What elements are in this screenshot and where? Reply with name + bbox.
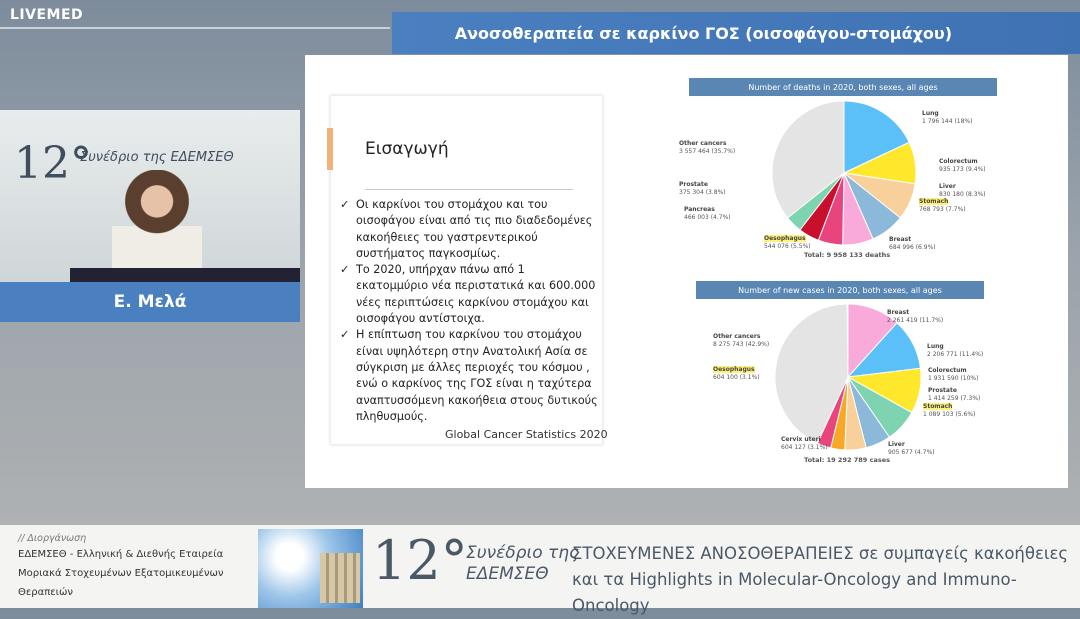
slice-label xyxy=(679,181,726,197)
slide-heading: Εισαγωγή xyxy=(365,139,449,159)
organizer-info xyxy=(18,533,223,602)
slice-name: Liver xyxy=(939,183,956,190)
slice-label xyxy=(939,158,986,174)
slice-name: Stomach xyxy=(923,403,953,410)
slice-name: Lung xyxy=(922,110,939,117)
bullet-item: ✓ Η επίπτωση του καρκίνου του στομάχου είναι υψηλότερη στην Ανατολική Ασία σε σύγκριση με άλλες περιοχές του κόσμου , ενώ ο καρκίνος της ΓΟΣ είναι η ταχύτερα αναπτυσσόμενη κακοήθεια στους δυτικούς πληθυσμούς. xyxy=(340,327,600,425)
slice-label xyxy=(713,333,769,349)
organizer-line: Μοριακά Στοχευμένων Εξατομικευμένων xyxy=(18,568,224,579)
slice-value: 604 100 (3.1%) xyxy=(713,374,760,381)
slice-name: Prostate xyxy=(928,387,957,394)
organizer-title: // Διοργάνωση xyxy=(18,533,87,544)
slice-name: Breast xyxy=(889,236,912,243)
speaker-figure xyxy=(112,170,202,282)
slice-value: 544 076 (5.5%) xyxy=(764,243,811,250)
slice-value: 905 677 (4.7%) xyxy=(888,449,935,456)
slice-name: Oesophagus xyxy=(713,366,755,373)
slice-label xyxy=(922,110,972,126)
accent-bar xyxy=(327,128,333,170)
slide-title: Ανοσοθεραπεία σε καρκίνο ΓΟΣ (οισοφάγου-στομάχου) xyxy=(454,23,952,43)
chart-title: Number of deaths in 2020, both sexes, all ages xyxy=(689,78,997,96)
deaths-pie-chart xyxy=(679,78,999,263)
congress-title-line: Συνέδριο της xyxy=(466,543,579,563)
slice-name: Liver xyxy=(888,441,905,448)
speaker-name-bar xyxy=(0,282,300,322)
slice-label xyxy=(928,367,978,383)
slide-title-bar xyxy=(392,12,1080,54)
footer-banner xyxy=(0,525,1080,615)
organizer-line: Θεραπειών xyxy=(18,587,73,598)
slice-label xyxy=(919,198,966,214)
speaker-video xyxy=(0,110,300,282)
slice-value: 2 206 771 (11.4%) xyxy=(927,351,984,358)
presentation-slide xyxy=(305,55,1068,488)
slice-value: 8 275 743 (42.9%) xyxy=(713,341,770,348)
slice-value: 1 089 103 (5.6%) xyxy=(923,411,976,418)
slice-value: 830 180 (8.3%) xyxy=(939,191,986,198)
slice-value: 1 796 144 (18%) xyxy=(922,118,973,125)
slice-name: Colorectum xyxy=(939,158,978,165)
slice-name: Lung xyxy=(927,343,944,350)
slice-name: Breast xyxy=(887,309,910,316)
source-citation: Global Cancer Statistics 2020 xyxy=(445,428,608,441)
slice-name: Stomach xyxy=(919,198,949,205)
speaker-name: Ε. Μελά xyxy=(113,292,187,312)
slice-name: Colorectum xyxy=(928,367,967,374)
slice-name: Cervix uteri xyxy=(781,436,821,443)
slice-label xyxy=(928,387,980,403)
slice-label xyxy=(923,403,975,419)
laptop xyxy=(70,268,300,282)
video-backdrop-number: 12° xyxy=(14,138,92,189)
caryatids xyxy=(320,553,360,603)
slice-name: Oesophagus xyxy=(764,235,806,242)
divider xyxy=(0,27,390,29)
slice-label xyxy=(927,343,983,359)
slice-value: 375 304 (3.8%) xyxy=(679,189,726,196)
heading-underline xyxy=(365,189,573,190)
slice-value: 466 003 (4.7%) xyxy=(684,214,731,221)
congress-title xyxy=(466,543,579,585)
slice-value: 684 996 (6.9%) xyxy=(889,244,936,251)
slice-name: Other cancers xyxy=(679,140,727,147)
bullet-item: ✓ Οι καρκίνοι του στομάχου και του οισοφάγου είναι από τις πιο διαδεδομένες κακοήθειες του γαστρεντερικού συστήματος παγκοσμίως. xyxy=(340,197,600,262)
slice-label xyxy=(684,206,731,222)
slice-name: Pancreas xyxy=(684,206,715,213)
congress-number: 12° xyxy=(372,529,468,592)
slice-label xyxy=(679,140,735,156)
cases-pie-chart xyxy=(696,281,996,466)
slice-value: 935 173 (9.4%) xyxy=(939,166,986,173)
slice-value: 2 261 419 (11.7%) xyxy=(887,317,944,324)
slice-label xyxy=(939,183,986,199)
chart-total: Total: 9 958 133 deaths xyxy=(804,251,891,259)
acropolis-photo xyxy=(258,529,363,608)
slice-label xyxy=(781,436,828,452)
slice-value: 1 931 590 (10%) xyxy=(928,375,979,382)
subtitle-line: και τα Highlights in Molecular-Oncology and Immuno-Oncology xyxy=(572,570,1017,615)
video-backdrop-text: Συνέδριο της ΕΔΕΜΣΕΘ xyxy=(80,150,234,165)
chart-title: Number of new cases in 2020, both sexes, all ages xyxy=(696,281,984,299)
organizer-line: ΕΔΕΜΣΕΘ - Ελληνική & Διεθνής Εταιρεία xyxy=(18,549,224,560)
congress-subtitle xyxy=(572,541,1080,619)
slice-value: 3 557 464 (35.7%) xyxy=(679,148,736,155)
livemed-logo: LIVEMED xyxy=(10,7,84,23)
slice-label xyxy=(888,441,935,457)
chart-total: Total: 19 292 789 cases xyxy=(804,456,890,464)
slice-value: 1 414 259 (7.3%) xyxy=(928,395,981,402)
slice-name: Prostate xyxy=(679,181,708,188)
slice-label xyxy=(889,236,936,252)
bullet-item: ✓ Το 2020, υπήρχαν πάνω από 1 εκατομμύριο νέα περιστατικά και 600.000 νέες περιπτώσεις καρκίνου στομάχου και οισοφάγου αντίστοιχα. xyxy=(340,262,600,327)
slice-label xyxy=(764,235,811,251)
slice-name: Other cancers xyxy=(713,333,761,340)
subtitle-line: ΣΤΟΧΕΥΜΕΝΕΣ ΑΝΟΣΟΘΕΡΑΠΕΙΕΣ σε συμπαγείς κακοήθειες xyxy=(572,544,1069,563)
congress-title-line: ΕΔΕΜΣΕΘ xyxy=(466,564,549,584)
bullet-list xyxy=(340,197,600,425)
slice-value: 604 127 (3.1%) xyxy=(781,444,828,451)
slice-label xyxy=(713,366,760,382)
slice-value: 768 793 (7.7%) xyxy=(919,206,966,213)
slice-label xyxy=(887,309,943,325)
